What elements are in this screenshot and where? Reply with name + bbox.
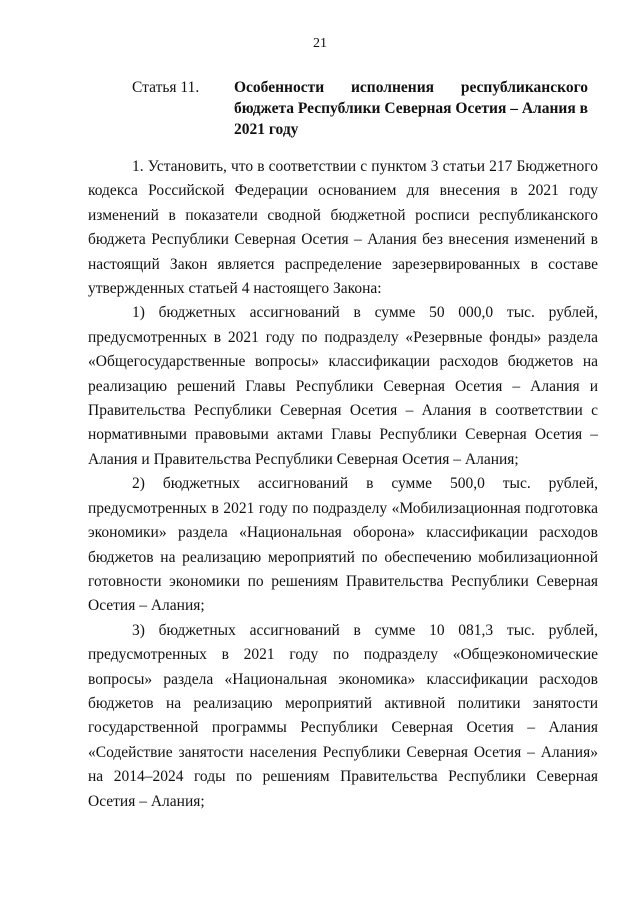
article-title: Особенности исполнения республиканского бюджета Республики Северная Осетия – Алания в 2021 году <box>234 79 588 138</box>
paragraph-item-2: 2) бюджетных ассигнований в сумме 500,0 тыс. рублей, предусмотренных в 2021 году по подразделу «Мобилизационная подготовка экономики» раздела «Национальная оборона» классификации расходов бюджетов на реализацию мероприятий по обеспечению мобилизационной готовности экономики по решениям Правительства Республики Северная Осетия – Алания; <box>88 475 598 615</box>
article-body <box>88 155 598 814</box>
paragraph-item-3: 3) бюджетных ассигнований в сумме 10 081,3 тыс. рублей, предусмотренных в 2021 году по подразделу «Общеэкономические вопросы» раздела «Национальная экономика» классификации расходов бюджетов на реализацию мероприятий активной политики занятости государственной программы Республики Северная Осетия – Алания «Содействие занятости населения Республики Северная Осетия – Алания» на 2014–2024 годы по решениям Правительства Республики Северная Осетия – Алания; <box>88 621 598 810</box>
paragraph-item-1: 1) бюджетных ассигнований в сумме 50 000,0 тыс. рублей, предусмотренных в 2021 году по подразделу «Резервные фонды» раздела «Общегосударственные вопросы» классификации расходов бюджетов на реализацию решений Главы Республики Северная Осетия – Алания и Правительства Республики Северная Осетия – Алания в соответствии с нормативными правовыми актами Главы Республики Северная Осетия – Алания и Правительства Республики Северная Осетия – Алания; <box>88 304 598 468</box>
article-label: Статья 11. <box>132 79 200 96</box>
page-number: 21 <box>313 36 327 51</box>
article-header <box>132 77 588 140</box>
paragraph-1: 1. Установить, что в соответствии с пунктом 3 статьи 217 Бюджетного кодекса Российской Федерации основанием для внесения в 2021 году изменений в показатели сводной бюджетной росписи республиканского бюджета Республики Северная Осетия – Алания без внесения изменений в настоящий Закон является распределение зарезервированных в составе утвержденных статьей 4 настоящего Закона: <box>88 158 598 298</box>
